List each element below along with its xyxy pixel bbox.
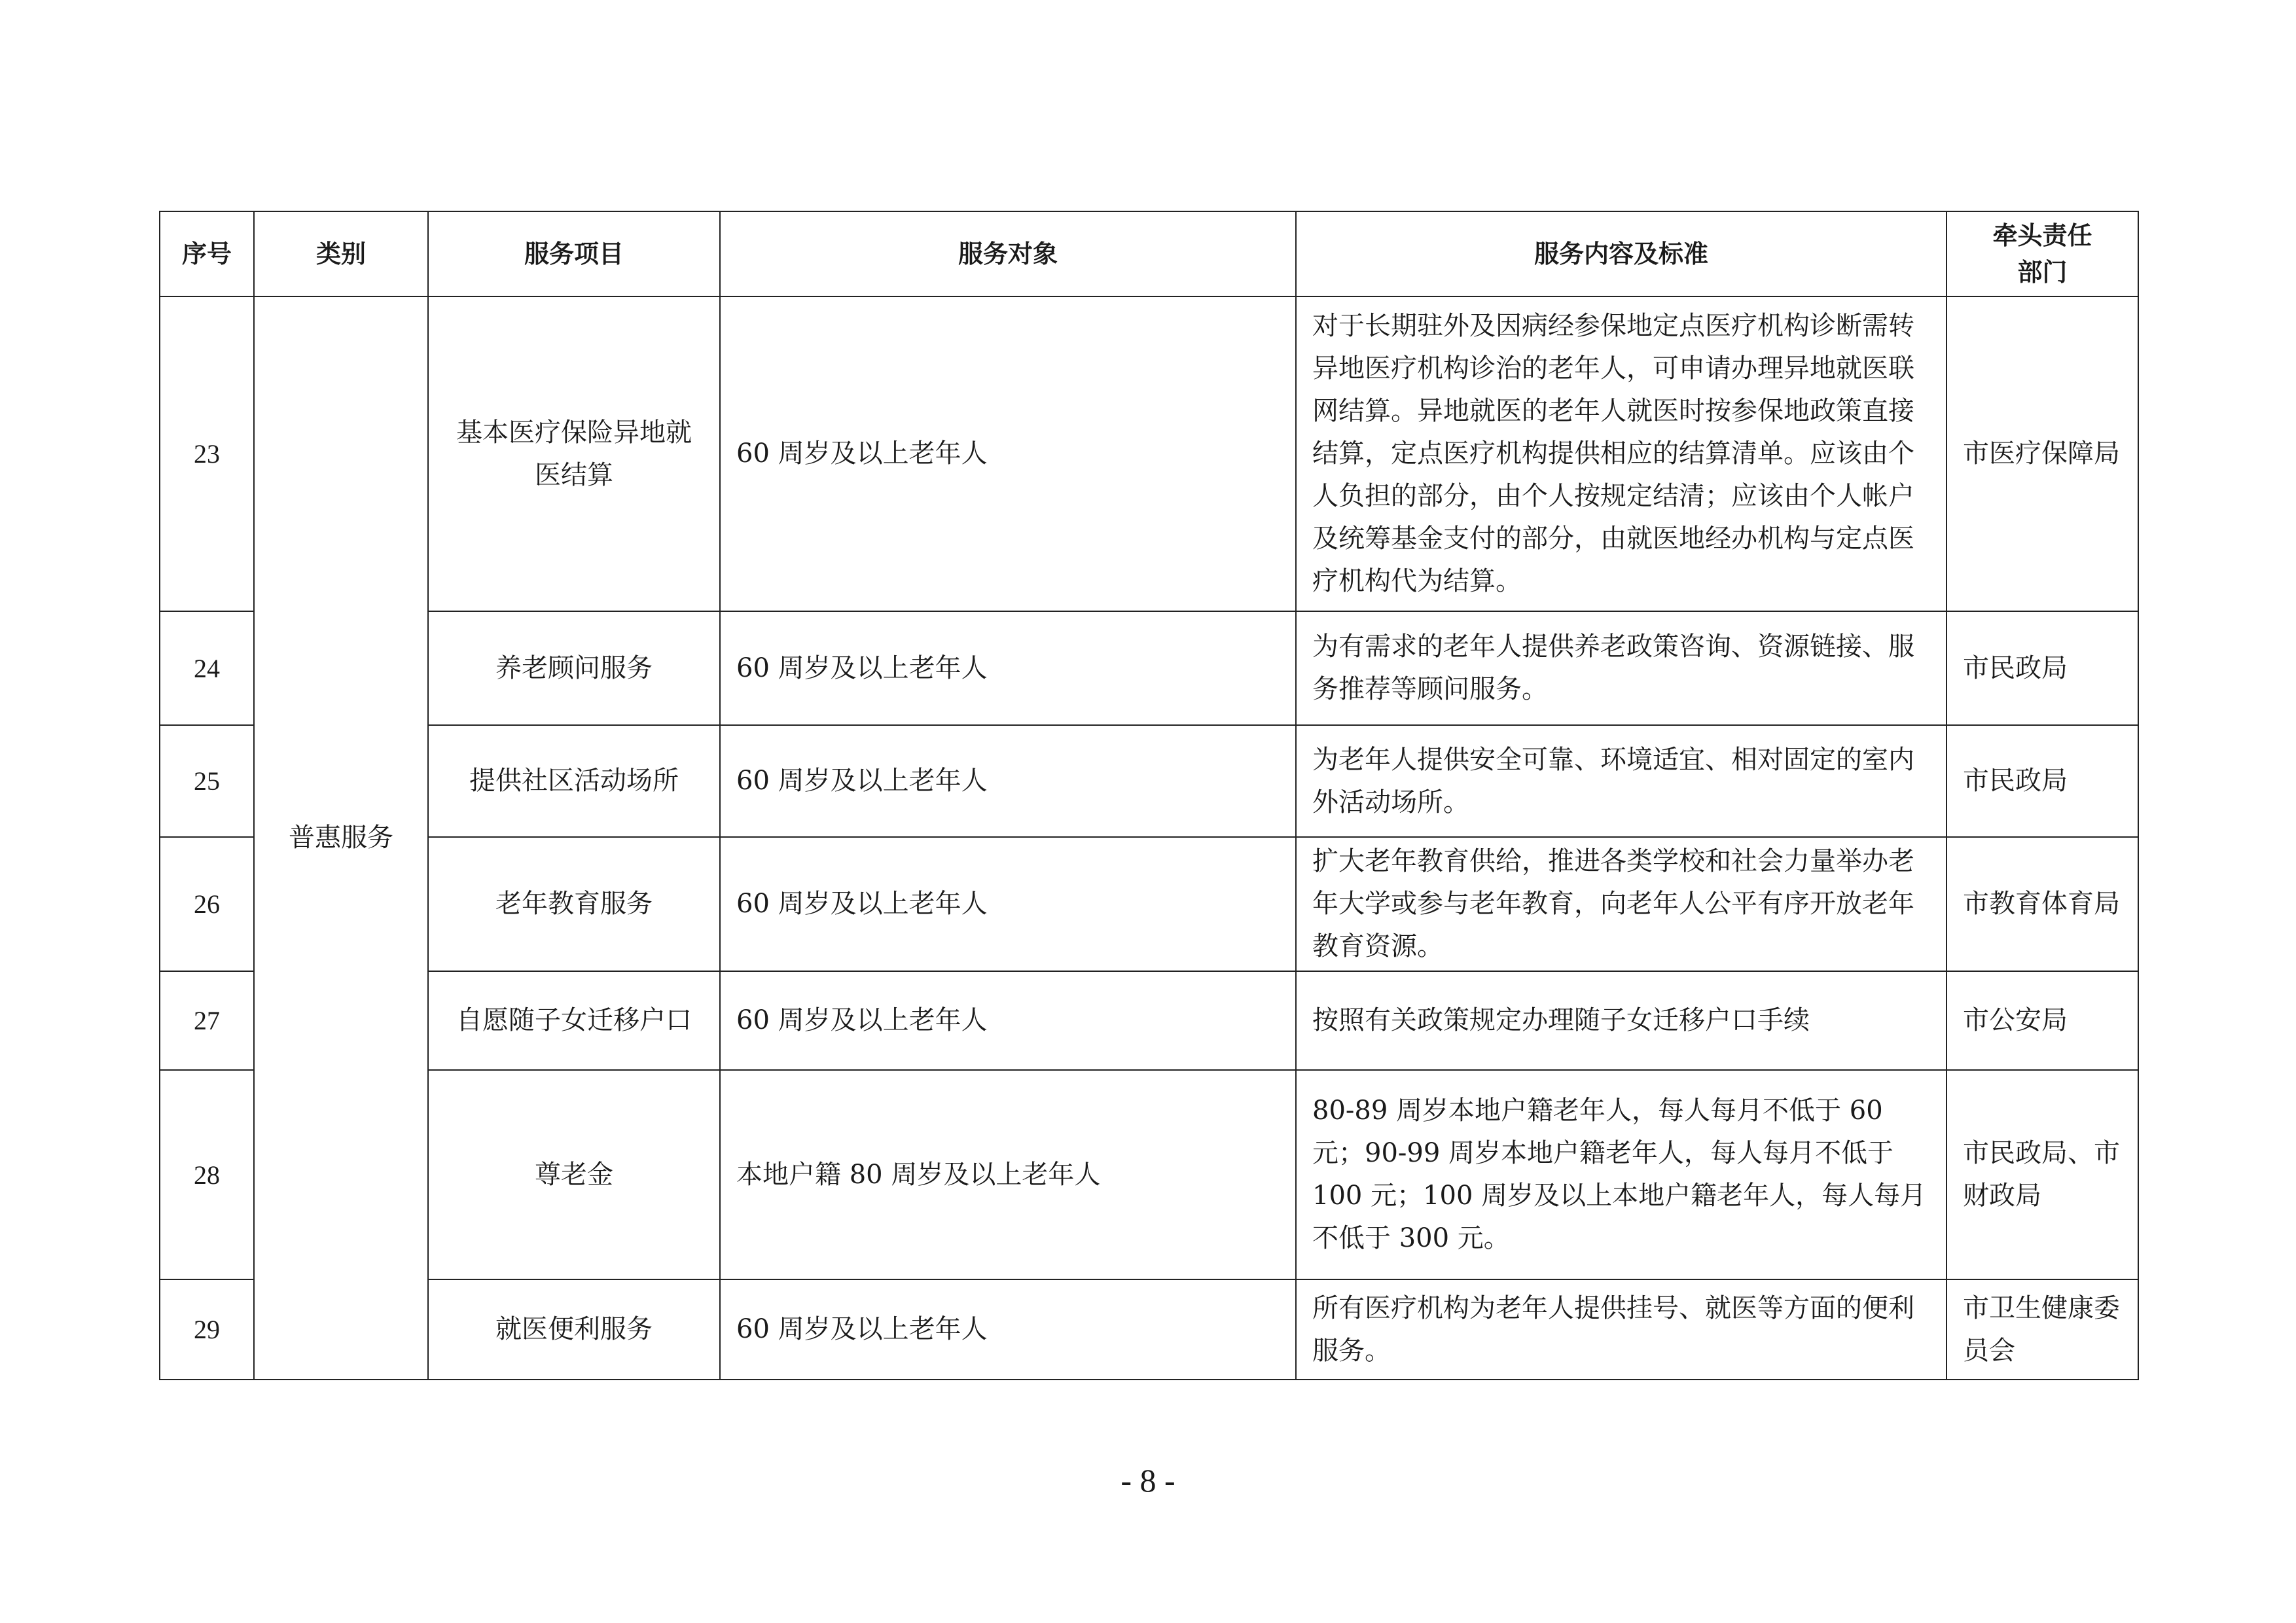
row-dept: 市公安局 xyxy=(1946,971,2138,1070)
header-dept xyxy=(1946,211,2138,296)
row-item-line2: 医结算 xyxy=(535,459,613,490)
row-no: 29 xyxy=(160,1279,254,1380)
table-row xyxy=(160,971,2138,1070)
row-target: 60 周岁及以上老年人 xyxy=(720,296,1296,611)
row-no: 26 xyxy=(160,837,254,971)
table-row xyxy=(160,611,2138,725)
row-content: 扩大老年教育供给，推进各类学校和社会力量举办老年大学或参与老年教育，向老年人公平有序开放老年教育资源。 xyxy=(1296,837,1946,971)
row-item-line1: 基本医疗保险异地就 xyxy=(456,417,692,448)
row-item: 养老顾问服务 xyxy=(428,611,720,725)
category-cell: 普惠服务 xyxy=(254,296,428,1380)
header-dept-line1: 牵头责任 xyxy=(1992,221,2092,250)
row-no: 27 xyxy=(160,971,254,1070)
row-no: 23 xyxy=(160,296,254,611)
row-content: 对于长期驻外及因病经参保地定点医疗机构诊断需转异地医疗机构诊治的老年人，可申请办理异地就医联网结算。异地就医的老年人就医时按参保地政策直接结算，定点医疗机构提供相应的结算清单。应该由个人负担的部分，由个人按规定结清；应该由个人帐户及统筹基金支付的部分，由就医地经办机构与定点医疗机构代为结算。 xyxy=(1296,296,1946,611)
row-content: 所有医疗机构为老年人提供挂号、就医等方面的便利服务。 xyxy=(1296,1279,1946,1380)
row-item: 就医便利服务 xyxy=(428,1279,720,1380)
page-number: - 8 - xyxy=(1121,1462,1175,1499)
row-content: 为老年人提供安全可靠、环境适宜、相对固定的室内外活动场所。 xyxy=(1296,725,1946,837)
header-no: 序号 xyxy=(160,211,254,296)
row-dept: 市医疗保障局 xyxy=(1946,296,2138,611)
row-target: 本地户籍 80 周岁及以上老年人 xyxy=(720,1070,1296,1279)
row-content: 按照有关政策规定办理随子女迁移户口手续 xyxy=(1296,971,1946,1070)
row-item: 尊老金 xyxy=(428,1070,720,1279)
row-dept: 市民政局 xyxy=(1946,611,2138,725)
table-row xyxy=(160,725,2138,837)
row-target: 60 周岁及以上老年人 xyxy=(720,611,1296,725)
row-target: 60 周岁及以上老年人 xyxy=(720,1279,1296,1380)
row-no: 28 xyxy=(160,1070,254,1279)
row-target: 60 周岁及以上老年人 xyxy=(720,837,1296,971)
table-header-row xyxy=(160,211,2138,296)
row-target: 60 周岁及以上老年人 xyxy=(720,725,1296,837)
row-no: 25 xyxy=(160,725,254,837)
header-item: 服务项目 xyxy=(428,211,720,296)
row-content: 80-89 周岁本地户籍老年人，每人每月不低于 60 元；90-99 周岁本地户籍老年人，每人每月不低于 100 元；100 周岁及以上本地户籍老年人，每人每月不低于 300 元。 xyxy=(1296,1070,1946,1279)
row-dept: 市民政局 xyxy=(1946,725,2138,837)
row-dept: 市民政局、市财政局 xyxy=(1946,1070,2138,1279)
row-item: 老年教育服务 xyxy=(428,837,720,971)
row-item xyxy=(428,296,720,611)
table-row xyxy=(160,1279,2138,1380)
row-dept: 市教育体育局 xyxy=(1946,837,2138,971)
row-item: 提供社区活动场所 xyxy=(428,725,720,837)
header-dept-line2: 部门 xyxy=(2017,258,2068,287)
row-dept: 市卫生健康委员会 xyxy=(1946,1279,2138,1380)
table-row xyxy=(160,837,2138,971)
table-row xyxy=(160,1070,2138,1279)
service-table xyxy=(159,211,2139,1380)
header-target: 服务对象 xyxy=(720,211,1296,296)
row-content: 为有需求的老年人提供养老政策咨询、资源链接、服务推荐等顾问服务。 xyxy=(1296,611,1946,725)
row-no: 24 xyxy=(160,611,254,725)
header-category: 类别 xyxy=(254,211,428,296)
table-row xyxy=(160,296,2138,611)
row-target: 60 周岁及以上老年人 xyxy=(720,971,1296,1070)
header-content: 服务内容及标准 xyxy=(1296,211,1946,296)
row-item: 自愿随子女迁移户口 xyxy=(428,971,720,1070)
